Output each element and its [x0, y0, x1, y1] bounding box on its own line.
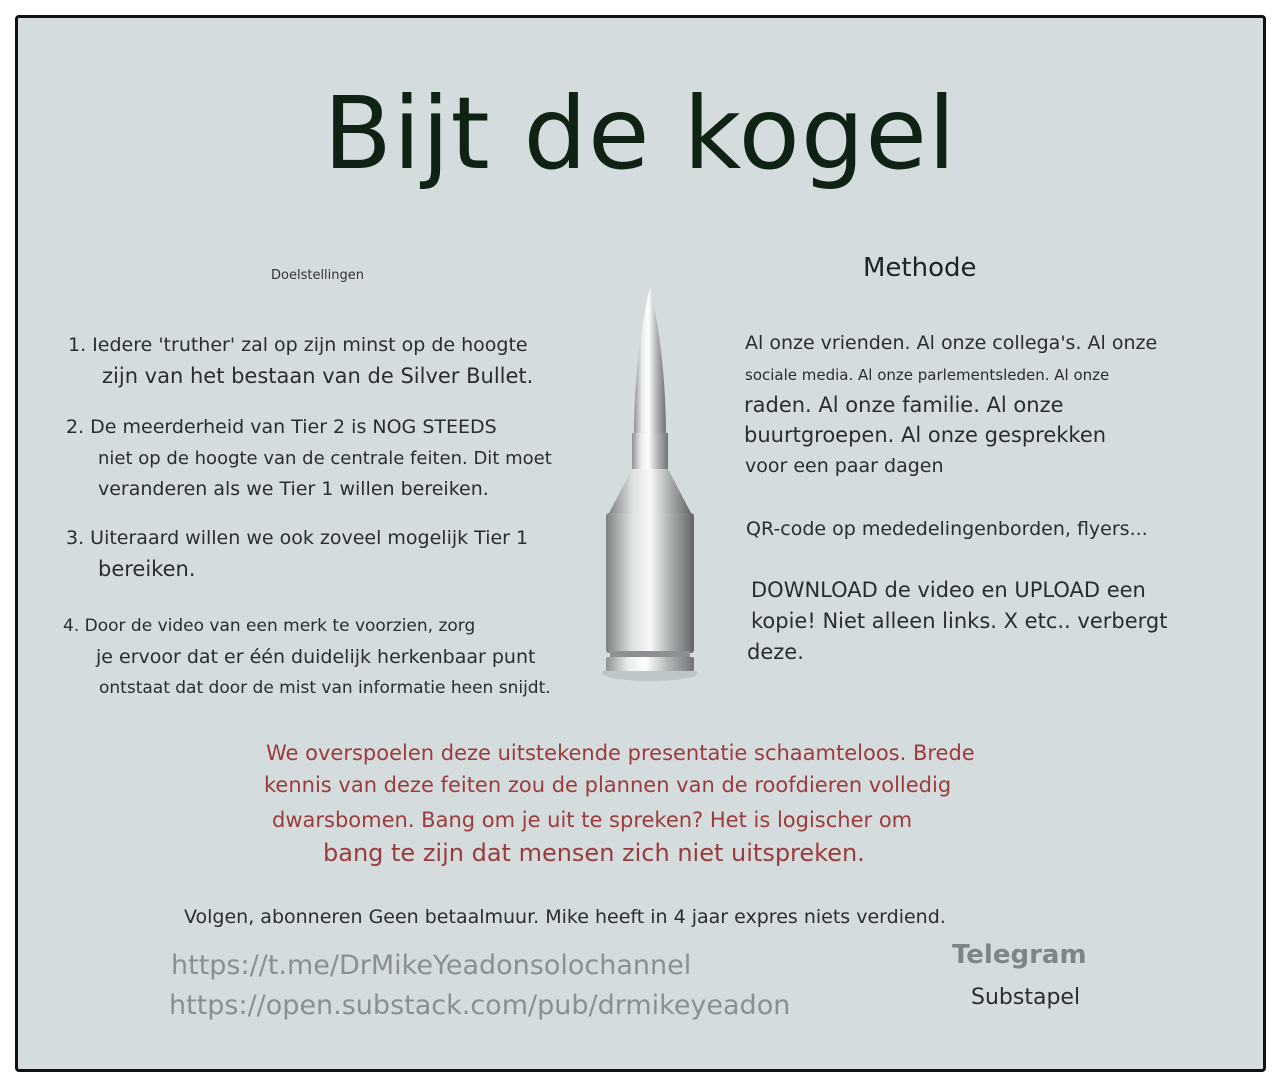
method-download-line-2: kopie! Niet alleen links. X etc.. verbergt — [751, 609, 1168, 633]
bullet-image — [582, 285, 717, 690]
goal-item-2 — [66, 412, 552, 505]
goal-item-1 — [68, 330, 533, 392]
goal-item-4-line2: je ervoor dat er één duidelijk herkenbaar punt — [96, 646, 536, 668]
substack-label: Substapel — [971, 985, 1081, 1010]
goal-item-4 — [63, 611, 551, 704]
method-download-line-1: DOWNLOAD de video en UPLOAD een — [751, 578, 1146, 602]
method-line-3: raden. Al onze familie. Al onze — [744, 393, 1064, 417]
message-line-1: We overspoelen deze uitstekende presentatie schaamteloos. Brede — [266, 741, 975, 765]
substack-link[interactable]: https://open.substack.com/pub/drmikeyeadon — [169, 990, 791, 1021]
goal-item-3-line2: bereiken. — [98, 557, 196, 581]
goal-item-2-line3: veranderen als we Tier 1 willen bereiken. — [98, 478, 489, 500]
goal-item-4-line1: 4. Door de video van een merk te voorzien, zorg — [63, 616, 476, 636]
method-line-4: buurtgroepen. Al onze gesprekken — [744, 423, 1107, 447]
method-heading: Methode — [863, 253, 977, 283]
goals-heading: Doelstellingen — [271, 268, 365, 283]
telegram-link[interactable]: https://t.me/DrMikeYeadonsolochannel — [171, 950, 692, 981]
goal-item-1-line1: 1. Iedere 'truther' zal op zijn minst op de hoogte — [68, 334, 528, 356]
goal-item-4-line3: ontstaat dat door de mist van informatie heen snijdt. — [99, 678, 551, 698]
telegram-label: Telegram — [952, 940, 1087, 970]
method-line-5: voor een paar dagen — [745, 455, 944, 477]
follow-text: Volgen, abonneren Geen betaalmuur. Mike heeft in 4 jaar expres niets verdiend. — [184, 906, 946, 928]
message-line-2: kennis van deze feiten zou de plannen van de roofdieren volledig — [264, 773, 952, 797]
page-title: Bijt de kogel — [323, 75, 957, 192]
goal-item-2-line1: 2. De meerderheid van Tier 2 is NOG STEEDS — [66, 416, 497, 438]
message-line-3: dwarsbomen. Bang om je uit te spreken? Het is logischer om — [272, 808, 913, 832]
method-download-line-3: deze. — [747, 640, 804, 664]
goal-item-3-line1: 3. Uiteraard willen we ook zoveel mogelijk Tier 1 — [66, 527, 529, 549]
message-line-4: bang te zijn dat mensen zich niet uitspreken. — [323, 839, 865, 867]
method-line-2: sociale media. Al onze parlementsleden. Al onze — [745, 366, 1110, 384]
goal-item-1-line2: zijn van het bestaan van de Silver Bullet. — [102, 364, 534, 388]
method-line-1: Al onze vrienden. Al onze collega's. Al onze — [745, 332, 1158, 354]
goal-item-3 — [66, 523, 528, 585]
goal-item-2-line2: niet op de hoogte van de centrale feiten. Dit moet — [98, 448, 552, 469]
method-qr-line: QR-code op mededelingenborden, flyers... — [746, 518, 1148, 540]
